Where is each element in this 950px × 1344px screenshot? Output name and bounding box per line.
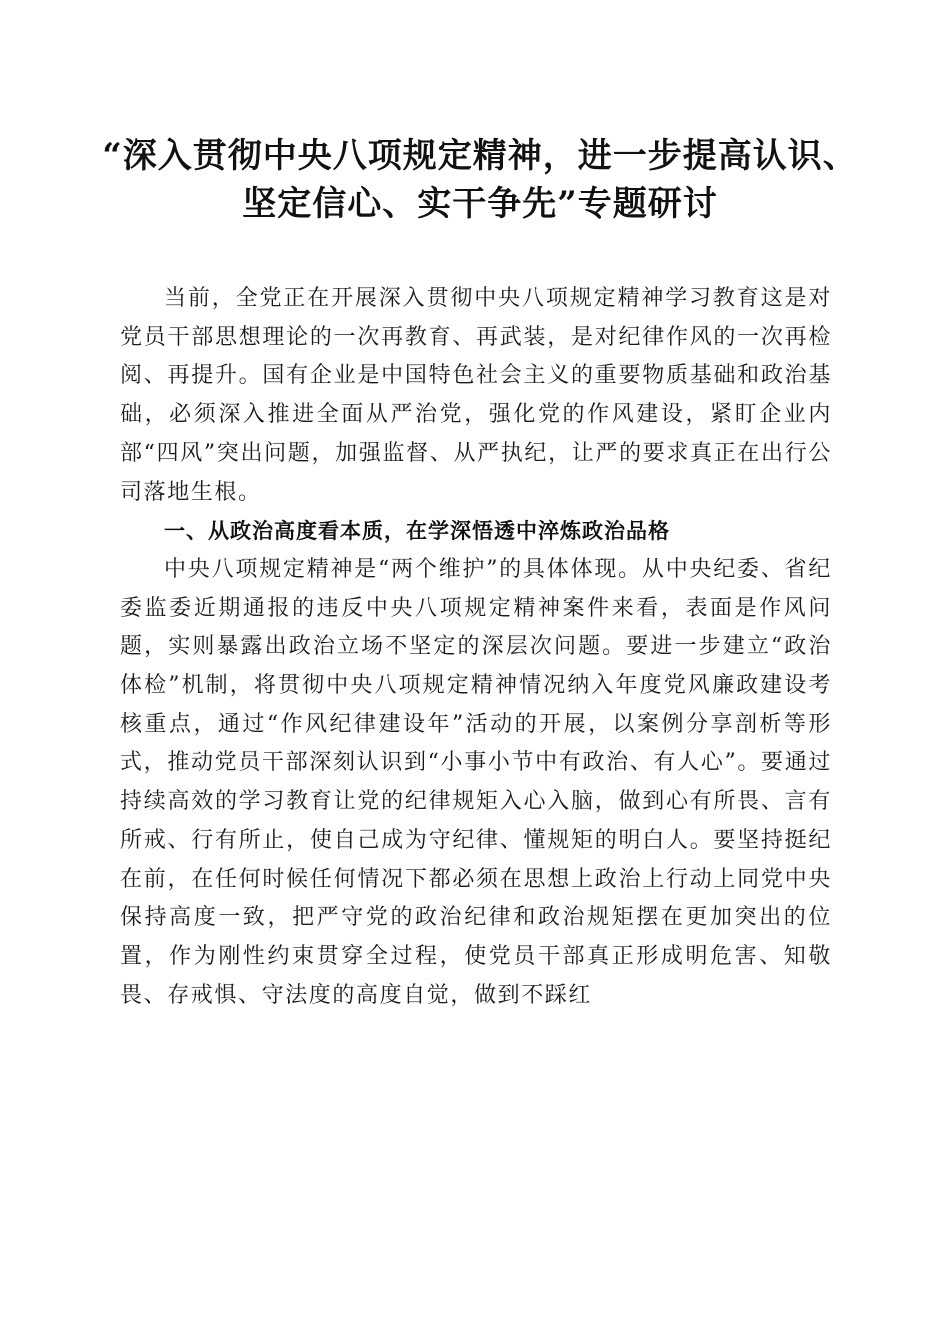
section-heading-1: 一、从政治高度看本质，在学深悟透中淬炼政治品格 (164, 519, 670, 544)
document-title: “深入贯彻中央八项规定精神，进一步提高认识、坚定信心、实干争先”专题研讨 (102, 136, 858, 224)
document-body (120, 280, 832, 1015)
section-paragraph-1: 中央八项规定精神是“两个维护”的具体体现。从中央纪委、省纪委监委近期通报的违反中央八项规定精神案件来看，表面是作风问题，实则暴露出政治立场不坚定的深层次问题。要进一步建立“政治体检”机制，将贯彻中央八项规定精神情况纳入年度党风廉政建设考核重点，通过“作风纪律建设年”活动的开展，以案例分享剖析等形式，推动党员干部深刻认识到“小事小节中有政治、有人心”。要通过持续高效的学习教育让党的纪律规矩入心入脑，做到心有所畏、言有所戒、行有所止，使自己成为守纪律、懂规矩的明白人。要坚持挺纪在前，在任何时候任何情况下都必须在思想上政治上行动上同党中央保持高度一致，把严守党的政治纪律和政治规矩摆在更加突出的位置，作为刚性约束贯穿全过程，使党员干部真正形成明危害、知敬畏、存戒惧、守法度的高度自觉，做到不踩红 (120, 556, 832, 1008)
intro-paragraph: 当前，全党正在开展深入贯彻中央八项规定精神学习教育这是对党员干部思想理论的一次再教育、再武装，是对纪律作风的一次再检阅、再提升。国有企业是中国特色社会主义的重要物质基础和政治基础，必须深入推进全面从严治党，强化党的作风建设，紧盯企业内部“四风”突出问题，加强监督、从严执纪，让严的要求真正在出行公司落地生根。 (120, 286, 832, 505)
